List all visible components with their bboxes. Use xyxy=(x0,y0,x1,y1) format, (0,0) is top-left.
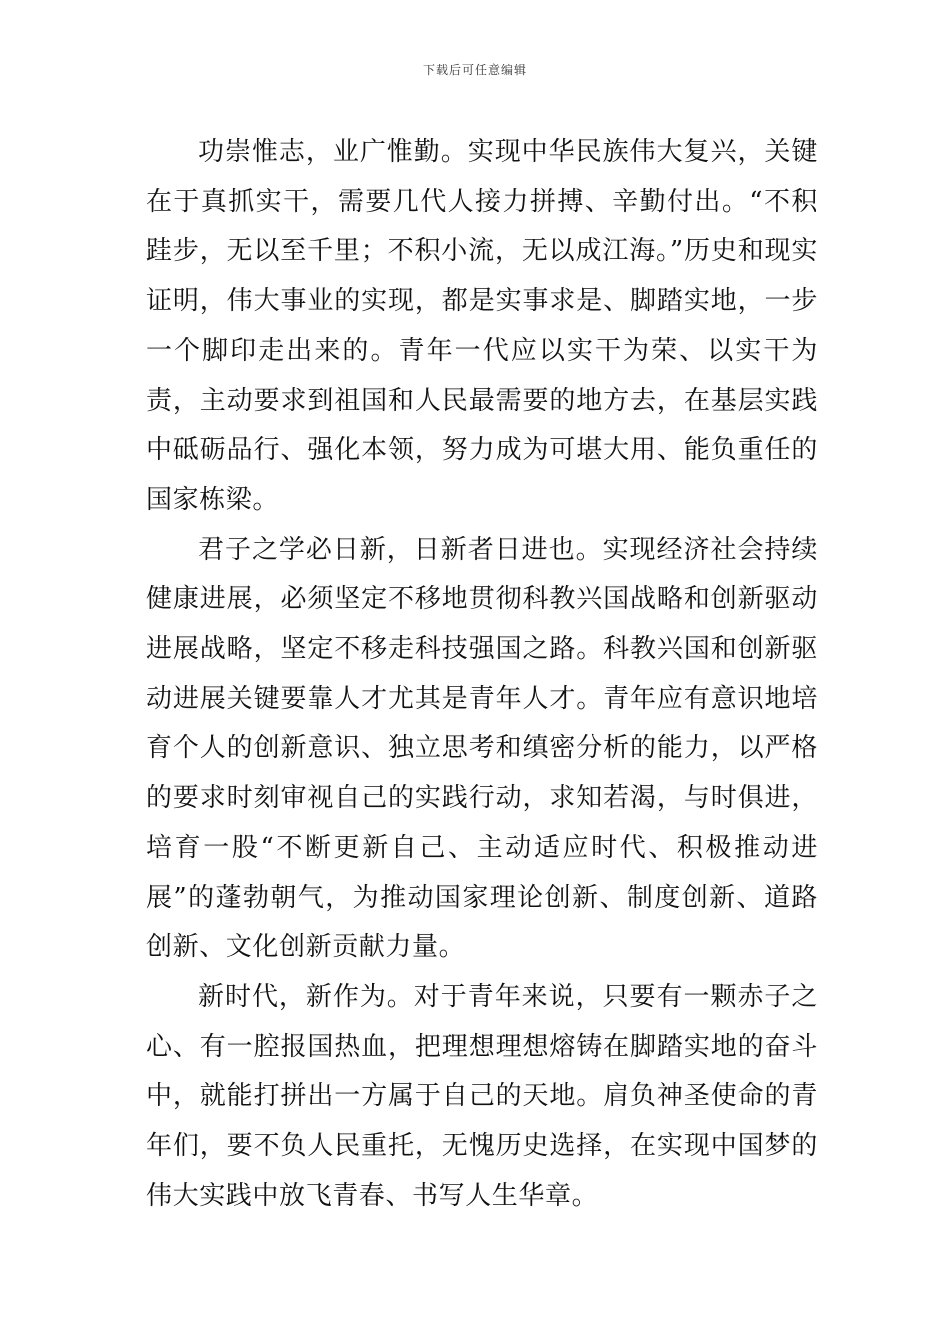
paragraph: 君子之学必日新，日新者日进也。实现经济社会持续健康进展，必须坚定不移地贯彻科教兴国战略和创新驱动进展战略，坚定不移走科技强国之路。科教兴国和创新驱动进展关键要靠人才尤其是青年人才。青年应有意识地培育个人的创新意识、独立思考和缜密分析的能力，以严格的要求时刻审视自己的实践行动，求知若渴，与时俱进，培育一股“不断更新自己、主动适应时代、积极推动进展”的蓬勃朝气，为推动国家理论创新、制度创新、道路创新、文化创新贡献力量。 xyxy=(146,534,818,963)
paragraph: 功崇惟志，业广惟勤。实现中华民族伟大复兴，关键在于真抓实干，需要几代人接力拼搏、辛勤付出。“不积跬步，无以至千里；不积小流，无以成江海。”历史和现实证明，伟大事业的实现，都是实事求是、脚踏实地，一步一个脚印走出来的。青年一代应以实干为荣、以实干为责，主动要求到祖国和人民最需要的地方去，在基层实践中砥砺品行、强化本领，努力成为可堪大用、能负重任的国家栋梁。 xyxy=(146,137,818,515)
page-header: 下载后可任意编辑 xyxy=(422,63,527,77)
document-body xyxy=(146,128,818,1221)
paragraph: 新时代，新作为。对于青年来说，只要有一颗赤子之心、有一腔报国热血，把理想理想熔铸在脚踏实地的奋斗中，就能打拼出一方属于自己的天地。肩负神圣使命的青年们，要不负人民重托，无愧历史选择，在实现中国梦的伟大实践中放飞青春、书写人生华章。 xyxy=(146,981,818,1211)
